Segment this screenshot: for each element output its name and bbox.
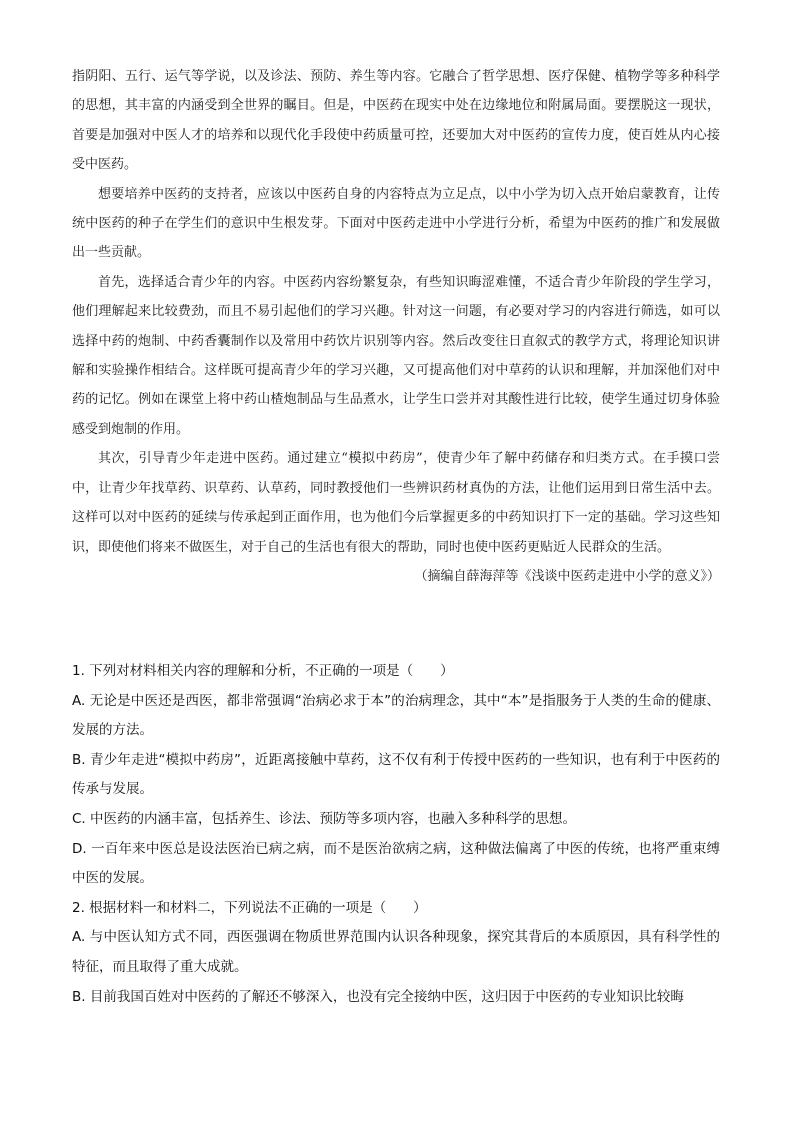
question-2-stem: 2. 根据材料一和材料二，下列说法不正确的一项是（ ） bbox=[72, 899, 427, 916]
question-1-option-c: C. 中医药的内涵丰富，包括养生、诊法、预防等多项内容，也融入多种科学的思想。 bbox=[72, 810, 577, 827]
question-1-option-b: B. 青少年走进“模拟中药房”，近距离接触中草药，这不仅有利于传授中医药的一些知识，也有利于中医药的传承与发展。 bbox=[72, 751, 720, 798]
passage-paragraph-continued: 指阴阳、五行、运气等学说，以及诊法、预防、养生等内容。它融合了哲学思想、医疗保健、植物学等多种科学的思想，其丰富的内涵受到全世界的瞩目。但是，中医药在现实中处在边缘地位和附属局面。要摆脱这一现状，首要是加强对中医人才的培养和以现代化手段使中药质量可控，还要加大对中医药的宣传力度，使百姓从内心接受中医药。 bbox=[72, 69, 720, 173]
passage-source: （摘编自薛海萍等《浅谈中医药走进中小学的意义》） bbox=[414, 568, 720, 584]
questions bbox=[72, 657, 720, 1012]
passage-paragraph-4: 其次，引导青少年走进中医药。通过建立“模拟中药房”，使青少年了解中药储存和归类方式。在手摸口尝中，让青少年找草药、识草药、认草药，同时教授他们一些辨识药材真伪的方法，让他们运用到日常生活中去。这样可以对中医药的延续与传承起到正面作用，也为他们今后掌握更多的中药知识打下一定的基础。学习这些知识，即使他们将来不做医生，对于自己的生活也有很大的帮助，同时也使中医药更贴近人民群众的生活。 bbox=[72, 451, 720, 555]
passage-paragraph-3: 首先，选择适合青少年的内容。中医药内容纷繁复杂，有些知识晦涩难懂，不适合青少年阶段的学生学习，他们理解起来比较费劲，而且不易引起他们的学习兴趣。针对这一问题，有必要对学习的内容进行筛选，如可以选择中药的炮制、中药香囊制作以及常用中药饮片识别等内容。然后改变往日直叙式的教学方式，将理论知识讲解和实验操作相结合。这样既可提高青少年的学习兴趣，又可提高他们对中草药的认识和理解，并加深他们对中药的记忆。例如在课堂上将中药山楂炮制品与生品煮水，让学生口尝并对其酸性进行比较，使学生通过切身体验感受到炮制的作用。 bbox=[72, 274, 720, 437]
question-1-stem: 1. 下列对材料相关内容的理解和分析，不正确的一项是（ ） bbox=[72, 663, 454, 679]
question-2-option-a: A. 与中医认知方式不同，西医强调在物质世界范围内认识各种现象，探究其背后的本质原因，具有科学性的特征，而且取得了重大成就。 bbox=[72, 929, 720, 975]
passage bbox=[72, 62, 720, 591]
question-2-option-b: B. 目前我国百姓对中医药的了解还不够深入，也没有完全接纳中医，这归因于中医药的专业知识比较晦 bbox=[72, 988, 684, 1005]
question-1-option-d: D. 一百年来中医总是设法医治已病之病，而不是医治欲病之病，这种做法偏离了中医的传统，也将严重束缚中医的发展。 bbox=[72, 840, 720, 887]
passage-paragraph-2: 想要培养中医药的支持者，应该以中医药自身的内容特点为立足点，以中小学为切入点开始启蒙教育，让传统中医药的种子在学生们的意识中生根发芽。下面对中医药走进中小学进行分析，希望为中医药的推广和发展做出一些贡献。 bbox=[72, 186, 720, 261]
question-1-option-a: A. 无论是中医还是西医，都非常强调“治病必求于本”的治病理念，其中“本”是指服务于人类的生命的健康、发展的方法。 bbox=[72, 692, 720, 739]
